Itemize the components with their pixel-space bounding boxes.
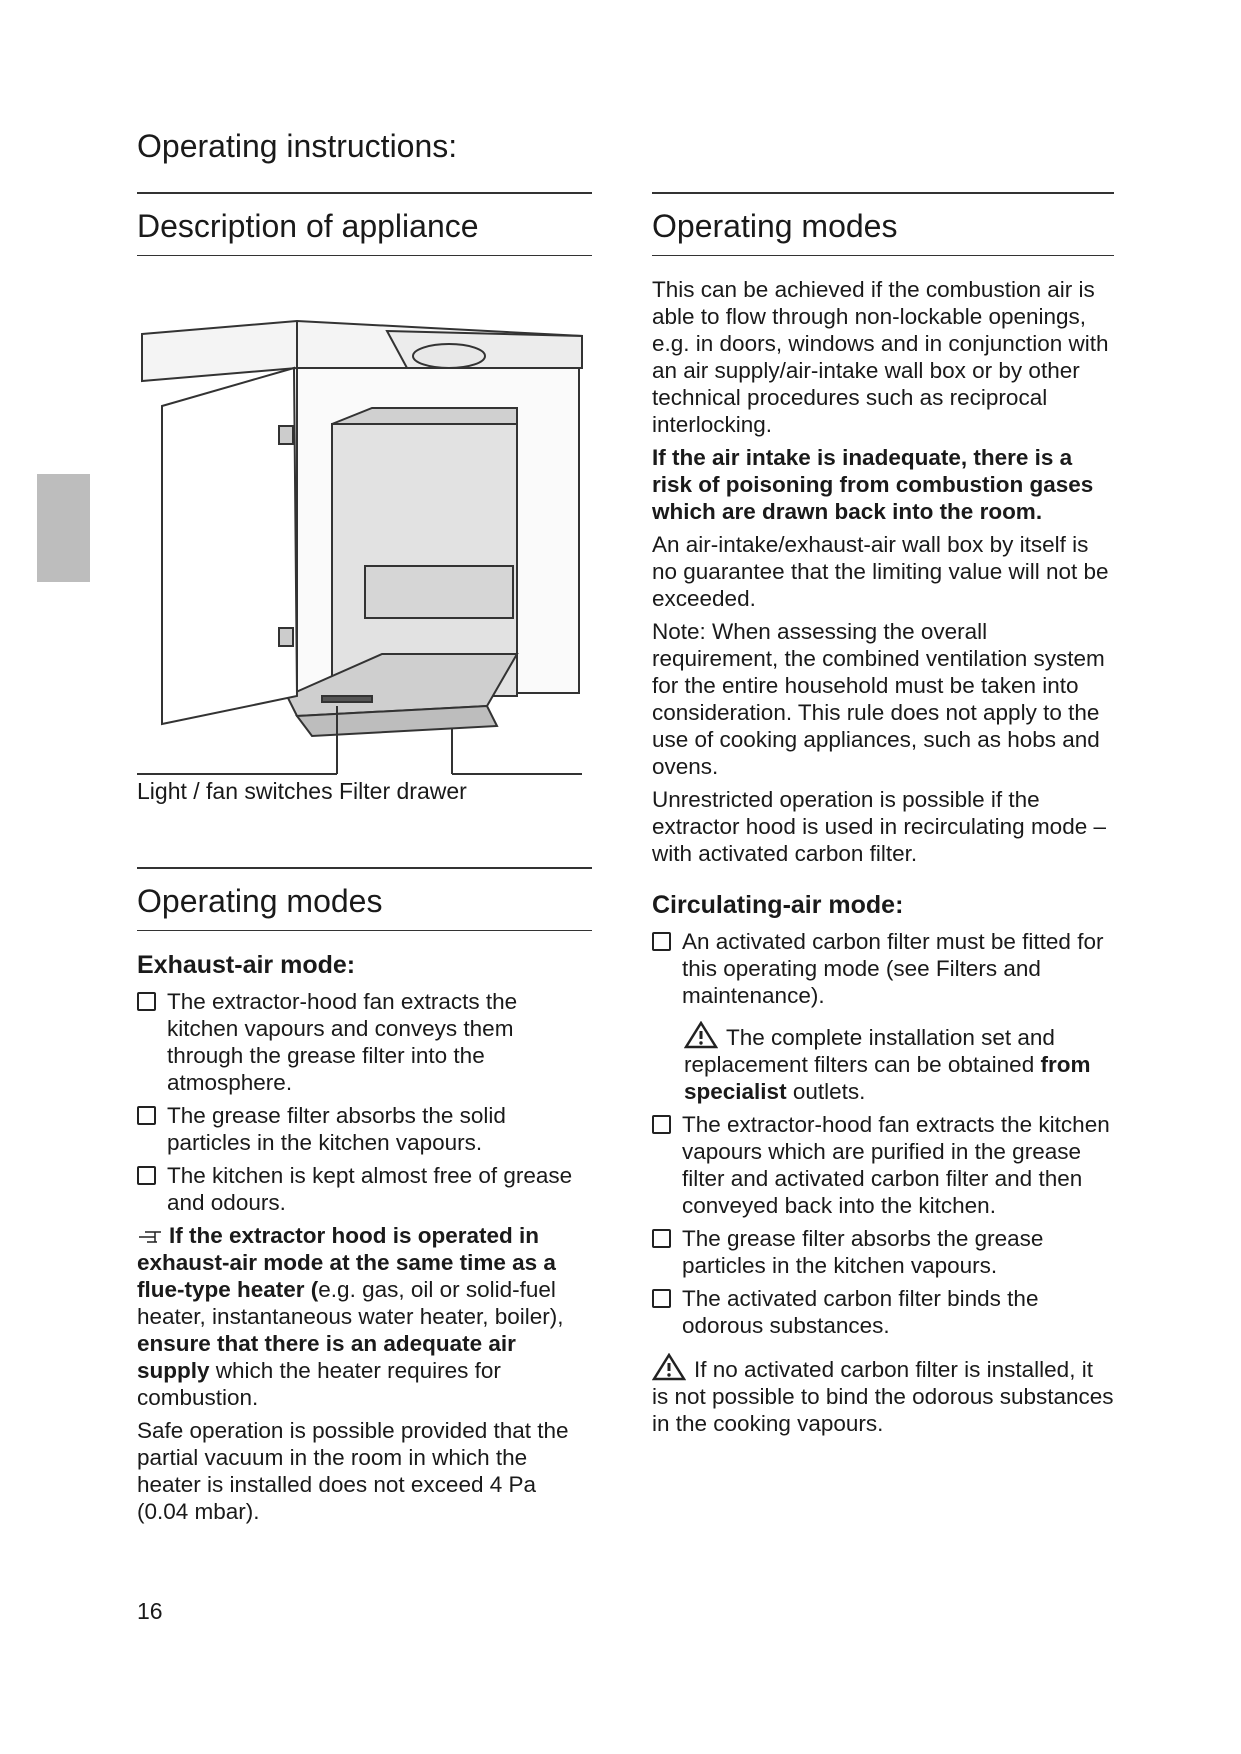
checkbox-bullet-icon [137,1106,156,1125]
checkbox-bullet-icon [652,1289,671,1308]
heater-note: If the extractor hood is operated in exhaust-air mode at the same time as a flue-type heater (e.g. gas, oil or solid-fuel heater, instantaneous water heater, boiler), ensure that there is an adequate air supply which the heater requires for combustion. [137,1223,564,1410]
left-column [137,192,592,1531]
checkbox-bullet-icon [652,1115,671,1134]
right-column [652,192,1114,1443]
section-title-operating-modes-left: Operating modes [137,867,592,931]
list-item: The grease filter absorbs the solid particles in the kitchen vapours. [137,1102,592,1156]
paragraph: Unrestricted operation is possible if the extractor hood is used in recirculating mode – with activated carbon filter. [652,787,1106,866]
page-number: 16 [137,1598,163,1624]
list-item: The grease filter absorbs the grease particles in the kitchen vapours. [652,1225,1114,1279]
section-thumb-tab [37,474,90,582]
paragraph: An air-intake/exhaust-air wall box by itself is no guarantee that the limiting value will not be exceeded. [652,532,1109,611]
list-item: The kitchen is kept almost free of grease and odours. [137,1162,592,1216]
circulating-mode-heading: Circulating-air mode: [652,891,904,919]
list-item: The extractor-hood fan extracts the kitchen vapours which are purified in the grease filter and activated carbon filter and then conveyed back into the kitchen. [652,1111,1114,1219]
pointing-hand-icon [137,1229,165,1245]
checkbox-bullet-icon [652,932,671,951]
warning-icon [684,1021,718,1049]
checkbox-bullet-icon [137,1166,156,1185]
installation-set-warning: The complete installation set and replacement filters can be obtained from specialist outlets. [652,1021,1114,1105]
list-item: The extractor-hood fan extracts the kitchen vapours and conveys them through the grease filter into the atmosphere. [137,988,592,1096]
appliance-illustration [137,276,592,776]
warning-icon [652,1353,686,1381]
list-item: An activated carbon filter must be fitted for this operating mode (see Filters and maintenance). [652,928,1114,1009]
checkbox-bullet-icon [137,992,156,1011]
page-header: Operating instructions: [137,128,458,164]
exhaust-mode-heading: Exhaust-air mode: [137,951,356,979]
section-title-description: Description of appliance [137,192,592,256]
poisoning-warning: If the air intake is inadequate, there is a risk of poisoning from combustion gases which are drawn back into the room. [652,445,1094,524]
checkbox-bullet-icon [652,1229,671,1248]
paragraph: This can be achieved if the combustion air is able to flow through non-lockable openings, e.g. in doors, windows and in conjunction with an air supply/air-intake wall box or by other technical procedures such as reciprocal interlocking. [652,277,1109,437]
carbon-filter-warning: If no activated carbon filter is installed, it is not possible to bind the odorous substances in the cooking vapours. [652,1353,1114,1437]
list-item: The activated carbon filter binds the odorous substances. [652,1285,1114,1339]
paragraph: Note: When assessing the overall requirement, the combined ventilation system for the entire household must be taken into consideration. This rule does not apply to the use of cooking appliances, such as hobs and ovens. [652,619,1105,779]
safe-operation-text: Safe operation is possible provided that the partial vacuum in the room in which the heater is installed does not exceed 4 Pa (0.04 mbar). [137,1418,569,1524]
figure-caption: Light / fan switches Filter drawer [137,778,467,804]
section-title-operating-modes-right: Operating modes [652,192,1114,256]
